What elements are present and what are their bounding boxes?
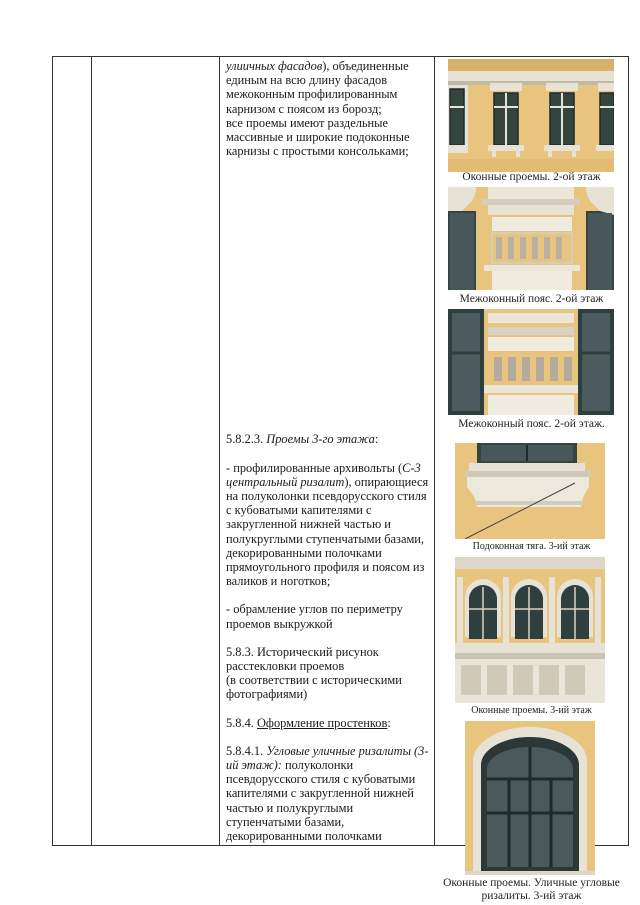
- photo-interwindow-belt: [448, 187, 614, 290]
- spacer: [226, 702, 430, 716]
- table-cell-photos: [435, 57, 629, 902]
- photo-corner-risalit-windows: [465, 721, 595, 875]
- text-fragment: - профилированные архивольты (: [226, 460, 403, 475]
- spacer: [226, 631, 430, 645]
- caption-6: Оконные проемы. Уличные угловые ризалиты. 3-ий этаж: [443, 877, 620, 902]
- spacer: [226, 730, 430, 744]
- italic-fragment: С-3 центральный ризалит: [226, 460, 421, 489]
- section-583-heading: 5.8.3. Исторический рисунок расстекловки проемов: [226, 644, 379, 674]
- italic-fragment: Угловые уличные ризалиты (3-ий этаж):: [226, 743, 429, 773]
- section-584-heading: [226, 716, 430, 730]
- description-text: [220, 57, 434, 843]
- caption-3: Межоконный пояс. 2-ой этаж.: [458, 418, 605, 430]
- text-fragment: ), объединенные единым на всю длину фасадов межоконным профилированным карнизом с поясом из борозд;: [226, 59, 409, 116]
- bullet-corner-framing: - обрамление углов по периметру проемов выкружкой: [226, 602, 403, 631]
- spacer: [226, 447, 430, 461]
- section-number: 5.8.4.: [226, 715, 257, 730]
- paragraph-sill-cornices: все проемы имеют раздельные массивные и широкие подоконные карнизы с простыми консольками;: [226, 115, 410, 159]
- section-number: 5.8.2.3.: [226, 432, 267, 447]
- text-fragment: полуколонки псевдорусского стиля с кубоватыми капителями с закругленной нижней частью и полукруглыми ступенчатыми базами, декорированными полочками: [226, 758, 416, 844]
- spacer: [226, 588, 430, 602]
- photo-windows-2nd-floor: [448, 59, 614, 172]
- photo-interwindow-belt-detail: [448, 309, 614, 415]
- caption-1: Оконные проемы. 2-ой этаж: [462, 171, 601, 183]
- facade-spec-table: [52, 56, 629, 902]
- table-cell-number: [53, 57, 92, 846]
- caption-5: Оконные проемы. 3-ий этаж: [471, 705, 592, 716]
- section-title: Оформление простенков: [256, 715, 388, 730]
- italic-fragment: улиичных фасадов: [226, 59, 323, 73]
- caption-4: Подоконная тяга. 3-ий этаж: [472, 541, 591, 552]
- table-row: [53, 57, 629, 846]
- section-5841-text: [226, 744, 430, 843]
- photo-sill-string-course: [455, 443, 605, 539]
- table-cell-description: [220, 57, 435, 846]
- section-583-note: (в соответствии с историческими фотографиями): [226, 673, 402, 702]
- text-fragment: ), опирающиеся на полуколонки псевдорусского стиля с кубоватыми капителями с закругленной нижней частью и полукруглыми ступенчатыми базами, декорированными полочками прямоугольного профиля и поясом из валиков и ноготков;: [226, 474, 429, 589]
- colon: :: [387, 715, 391, 730]
- table-cell-element: [92, 57, 220, 846]
- spacer: [226, 158, 430, 432]
- colon: :: [374, 432, 379, 447]
- photo-windows-3rd-floor: [455, 557, 605, 703]
- caption-2: Межоконный пояс. 2-ой этаж: [459, 293, 604, 305]
- paragraph-facade-cornice: [226, 59, 430, 116]
- bullet-archivolts: [226, 461, 430, 589]
- section-number: 5.8.4.1.: [226, 743, 267, 758]
- section-5823-heading: [226, 432, 430, 446]
- section-title: Проемы 3-го этажа: [266, 432, 375, 447]
